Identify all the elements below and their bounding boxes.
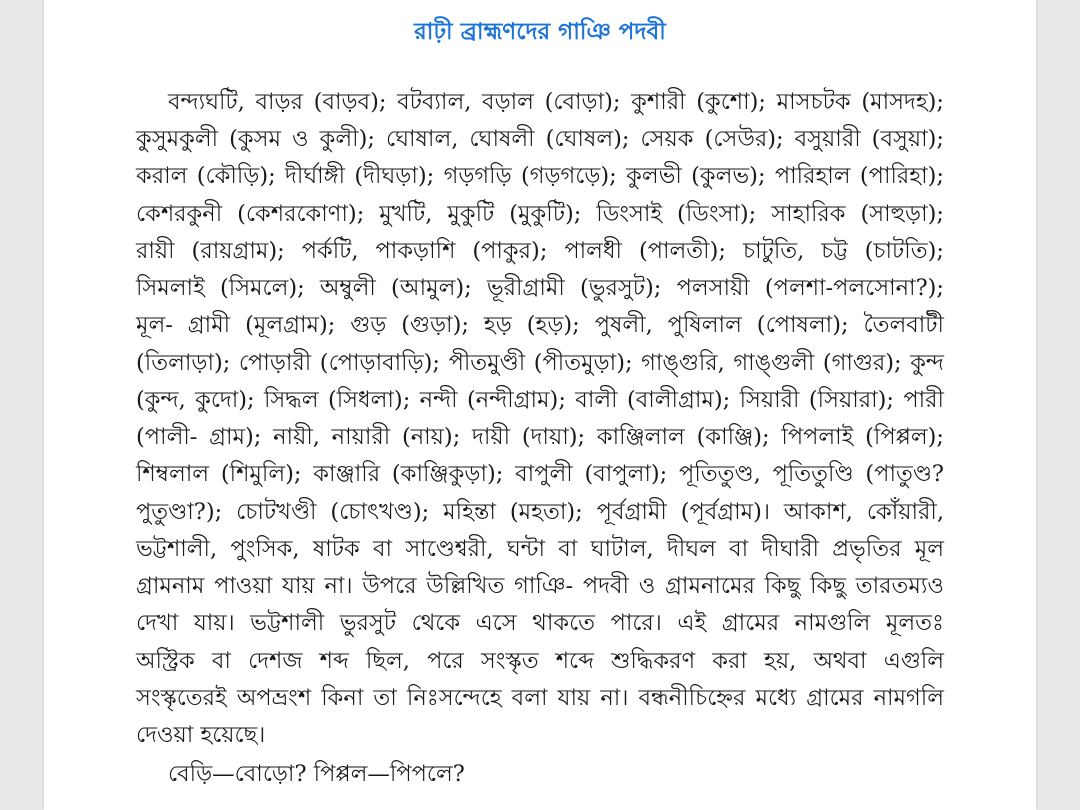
paragraph-line: (কুন্দ, কুদো); সিদ্ধল (সিধলা); নন্দী (নন্দীগ্রাম); বালী (বালীগ্রাম); সিয়ারী (সিয়ারা); পারী xyxy=(136,387,944,413)
paragraph-line: কেশরকুনী (কেশরকোণা); মুখটি, মুকুটি (মুকুটি); ডিংসাই (ডিংসা); সাহারিক (সাহুড়া); xyxy=(136,201,944,227)
paragraph-line: রায়ী (রায়গ্রাম); পর্কটি, পাকড়াশি (পাকুর); পালধী (পালতী); চাটুতি, চট্ট (চাটতি); xyxy=(136,238,944,264)
paragraph-line: সংস্কৃতেরই অপভ্রংশ কিনা তা নিঃসন্দেহে বলা যায় না। বন্ধনীচিহ্নের মধ্যে গ্রামের নামগলি xyxy=(136,685,944,711)
paragraph-line: অস্ট্রিক বা দেশজ শব্দ ছিল, পরে সংস্কৃত শব্দে শুদ্ধিকরণ করা হয়, অথবা এগুলি xyxy=(136,648,944,674)
paragraph-line: বন্দ্যঘটি, বাড়র (বাড়ব); বটব্যাল, বড়াল (বোড়া); কুশারী (কুশো); মাসচটক (মাসদহ); xyxy=(168,89,944,115)
paragraph-line: শিম্বলাল (শিমুলি); কাঞ্জারি (কাঞ্জিকুড়া); বাপুলী (বাপুলা); পূতিতুণ্ড, পূতিতুণ্ডি (পাতুণ্ড? xyxy=(136,461,944,487)
paragraph-line: ভট্টশালী, পুংসিক, ষাটক বা সাণ্ডেশ্বরী, ঘন্টা বা ঘাটাল, দীঘল বা দীঘারী প্রভৃতির মূল xyxy=(136,536,944,562)
paragraph-line: পুতুণ্ডা?); চোটখণ্ডী (চোৎখণ্ড); মহিন্তা (মহতা); পূর্বগ্রামী (পূর্বগ্রাম)। আকাশ, কোঁয়ারী, xyxy=(136,499,944,525)
document-page xyxy=(44,0,1036,810)
paragraph-line: গ্রামনাম পাওয়া যায় না। উপরে উল্লিখিত গাঞি- পদবী ও গ্রামনামের কিছু কিছু তারতম্যও xyxy=(136,573,944,599)
paragraph-line: সিমলাই (সিমলে); অম্বুলী (আমুল); ভূরীগ্রামী (ভুরসুট); পলসায়ী (পলশা-পলসোনা?); xyxy=(136,275,944,301)
paragraph-line: মূল- গ্রামী (মূলগ্রাম); গুড় (গুড়া); হড় (হড়); পুষলী, পুষিলাল (পোষলা); তৈলবাটী xyxy=(136,312,944,338)
paragraph-line: (তিলাড়া); পোড়ারী (পোড়াবাড়ি); পীতমুণ্ডী (পীতমুড়া); গাঙ্গুরি, গাঙ্গুলী (গাগুর); কুন্দ xyxy=(136,350,944,376)
paragraph-line: বেড়ি—বোড়ো? পিপ্পল—পিপলে? xyxy=(168,761,465,787)
paragraph-line: (পালী- গ্রাম); নায়ী, নায়ারী (নায়); দায়ী (দায়া); কাঞ্জিলাল (কাঞ্জি); পিপলাই (পিপ্পল); xyxy=(136,424,944,450)
paragraph-line: দেওয়া হয়েছে। xyxy=(136,722,266,748)
paragraph-line: দেখা যায়। ভট্টশালী ভুরসুট থেকে এসে থাকতে পারে। এই গ্রামের নামগুলি মূলতঃ xyxy=(136,610,944,636)
page-title: রাঢ়ী ব্রাহ্মণদের গাঞি পদবী xyxy=(414,19,666,45)
paragraph-line: কুসুমকুলী (কুসম ও কুলী); ঘোষাল, ঘোষলী (ঘোষল); সেয়ক (সেউর); বসুয়ারী (বসুয়া); xyxy=(136,126,944,152)
paragraph-line: করাল (কৌড়ি); দীর্ঘাঙ্গী (দীঘড়া); গড়গড়ি (গড়গড়ে); কুলভী (কুলভ); পারিহাল (পারিহা); xyxy=(136,163,944,189)
